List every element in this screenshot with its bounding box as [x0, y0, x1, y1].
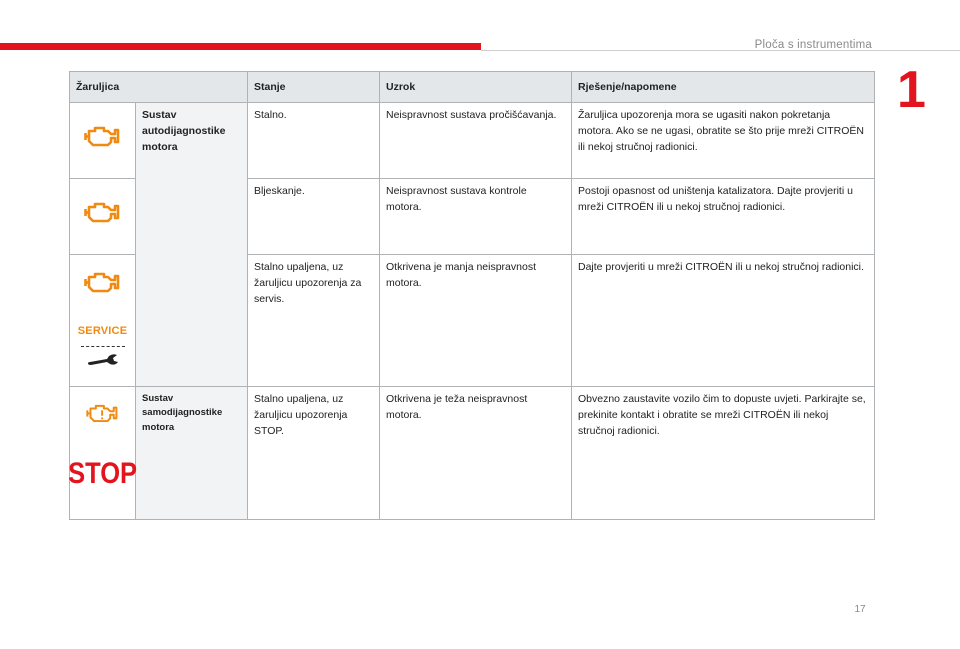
- table-row: [70, 103, 875, 179]
- page-number: 17: [854, 604, 866, 615]
- table-row: [70, 387, 875, 520]
- service-dashes: [81, 346, 125, 347]
- column-header-cause: Uzrok: [380, 72, 572, 103]
- engine-warning-icon: [86, 401, 120, 425]
- system-name-cell: Sustav samodijagnostike motora: [136, 387, 248, 520]
- state-cell: Stalno upaljena, uz žaruljicu upozorenja za servis.: [248, 255, 380, 387]
- lamp-cell: [70, 103, 136, 179]
- state-cell: Stalno upaljena, uz žaruljicu upozorenja STOP.: [248, 387, 380, 520]
- solution-cell: Obvezno zaustavite vozilo čim to dopuste uvjeti. Parkirajte se, prekinite kontakt i obratite se mreži CITROËN ili nekoj stručnoj radionici.: [572, 387, 875, 520]
- lamp-cell: [70, 387, 136, 520]
- lamp-cell: [70, 255, 136, 387]
- solution-cell: Dajte provjeriti u mreži CITROËN ili u nekoj stručnoj radionici.: [572, 255, 875, 387]
- table-header-row: [70, 72, 875, 103]
- wrench-icon: [87, 353, 119, 367]
- solution-cell: Žaruljica upozorenja mora se ugasiti nakon pokretanja motora. Ako se ne ugasi, obratite se što prije mreži CITROËN ili nekoj stručnoj radionici.: [572, 103, 875, 179]
- chapter-number: 1: [897, 61, 926, 119]
- system-name-cell: Sustav autodijagnostike motora: [136, 103, 248, 387]
- cause-cell: Neispravnost sustava pročišćavanja.: [380, 103, 572, 179]
- column-header-lamp: Žaruljica: [70, 72, 248, 103]
- cause-cell: Otkrivena je teža neispravnost motora.: [380, 387, 572, 520]
- warning-lights-table: [69, 71, 875, 520]
- engine-warning-icon: [84, 269, 122, 295]
- state-cell: Stalno.: [248, 103, 380, 179]
- section-title: Ploča s instrumentima: [754, 39, 872, 51]
- state-cell: Bljeskanje.: [248, 179, 380, 255]
- header-divider: [481, 50, 960, 51]
- header-accent-bar: [0, 43, 481, 50]
- column-header-state: Stanje: [248, 72, 380, 103]
- engine-warning-icon: [84, 199, 122, 225]
- column-header-solution: Rješenje/napomene: [572, 72, 875, 103]
- lamp-cell: [70, 179, 136, 255]
- stop-label: STOP: [68, 457, 137, 490]
- cause-cell: Otkrivena je manja neispravnost motora.: [380, 255, 572, 387]
- solution-cell: Postoji opasnost od uništenja katalizatora. Dajte provjeriti u mreži CITROËN ili u nekoj stručnoj radionici.: [572, 179, 875, 255]
- cause-cell: Neispravnost sustava kontrole motora.: [380, 179, 572, 255]
- engine-warning-icon: [84, 123, 122, 149]
- service-label: SERVICE: [77, 325, 128, 337]
